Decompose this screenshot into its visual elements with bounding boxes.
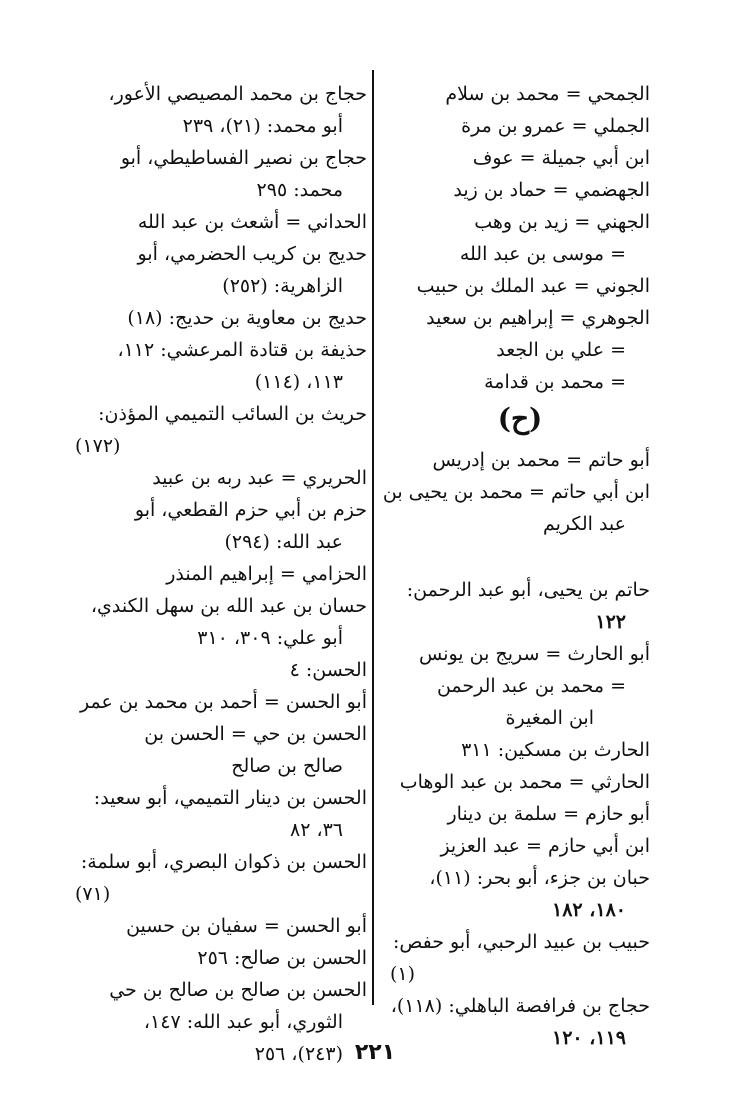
index-entry: = علي بن الجعد <box>496 339 626 361</box>
page-number: ٢٢١ <box>354 1040 396 1065</box>
index-entry: الحسن بن صالح: ٢٥٦ <box>197 947 367 969</box>
index-entry: الحريري = عبد ربه بن عبيد <box>152 467 367 489</box>
index-entry: حديج بن معاوية بن حديج: (١٨) <box>127 307 367 329</box>
index-entry: أبو الحارث = سريج بن يونس <box>418 643 650 665</box>
right-column <box>382 78 650 1054</box>
index-entry: حجاج بن محمد المصيصي الأعور، أبو محمد: (٢١)، ٢٣٩ <box>108 83 367 137</box>
index-entry: حاتم بن يحيى، أبو عبد الرحمن: ١٢٢ <box>406 579 650 633</box>
index-entry: الجوهري = إبراهيم بن سعيد <box>426 307 650 329</box>
index-entry: ابن أبي حاتم = محمد بن يحيى بن عبد الكريم <box>382 481 650 535</box>
index-entry: = محمد بن عبد الرحمن ابن المغيرة <box>436 675 626 729</box>
index-entry: الحسن بن دينار التميمي، أبو سعيد: ٣٦، ٨٢ <box>93 787 367 841</box>
index-entry: حزم بن أبي حزم القطعي، أبو عبد الله: (٢٩٤) <box>134 499 367 553</box>
index-entry: حجاج بن فرافصة الباهلي: (١١٨)، ١١٩، ١٢٠ <box>390 995 650 1049</box>
index-entry: الحسن بن حي = الحسن بن صالح بن صالح <box>144 723 367 777</box>
index-entry: الحسن: ٤ <box>289 659 367 681</box>
index-entry: ابن أبي جميلة = عوف <box>472 147 650 169</box>
index-entry: الحزامي = إبراهيم المنذر <box>166 563 367 585</box>
index-entry: الحداني = أشعث بن عبد الله <box>137 211 367 233</box>
index-entry: ابن أبي حازم = عبد العزيز <box>440 835 650 857</box>
index-entry: الجملي = عمرو بن مرة <box>461 115 650 137</box>
index-entry: أبو الحسن = أحمد بن محمد بن عمر <box>79 691 367 713</box>
index-entry: الحسن بن صالح بن صالح بن حي الثوري، أبو عبد الله: ١٤٧، (٢٤٣)، ٢٥٦ <box>109 979 367 1065</box>
index-entry: حبان بن جزء، أبو بحر: (١١)، ١٨٠، ١٨٢ <box>429 867 650 921</box>
index-entry: حجاج بن نصير الفساطيطي، أبو محمد: ٢٩٥ <box>120 147 367 201</box>
index-entry: الحسن بن ذكوان البصري، أبو سلمة: (٧١) <box>75 851 367 905</box>
spacer <box>390 540 650 574</box>
index-entry: أبو حاتم = محمد بن إدريس <box>432 449 650 471</box>
section-heading-letter: (ح) <box>497 402 543 435</box>
left-column <box>75 78 367 1070</box>
index-entry: حبيب بن عبيد الرحبي، أبو حفص: (١) <box>390 931 650 985</box>
index-entry: الجوني = عبد الملك بن حبيب <box>416 275 650 297</box>
index-entry: حذيفة بن قتادة المرعشي: ١١٢، ١١٣، (١١٤) <box>117 339 367 393</box>
index-entry: الحارث بن مسكين: ٣١١ <box>461 739 650 761</box>
index-entry: أبو حازم = سلمة بن دينار <box>447 803 650 825</box>
index-entry: حسان بن عبد الله بن سهل الكندي، أبو علي: ٣٠٩، ٣١٠ <box>90 595 367 649</box>
index-entry: الجمحي = محمد بن سلام <box>445 83 650 105</box>
index-entry: = محمد بن قدامة <box>484 371 626 393</box>
index-entry: الحارثي = محمد بن عبد الوهاب <box>399 771 650 793</box>
index-entry: أبو الحسن = سفيان بن حسين <box>126 915 367 937</box>
index-entry: حريث بن السائب التميمي المؤذن: (١٧٢) <box>75 403 367 457</box>
index-entry: حديج بن كريب الحضرمي، أبو الزاهرية: (٢٥٢) <box>137 243 367 297</box>
index-entry: الجهضمي = حماد بن زيد <box>453 179 650 201</box>
index-entry: = موسى بن عبد الله <box>459 243 626 265</box>
column-divider <box>372 70 374 1005</box>
index-entry: الجهني = زيد بن وهب <box>474 211 650 233</box>
